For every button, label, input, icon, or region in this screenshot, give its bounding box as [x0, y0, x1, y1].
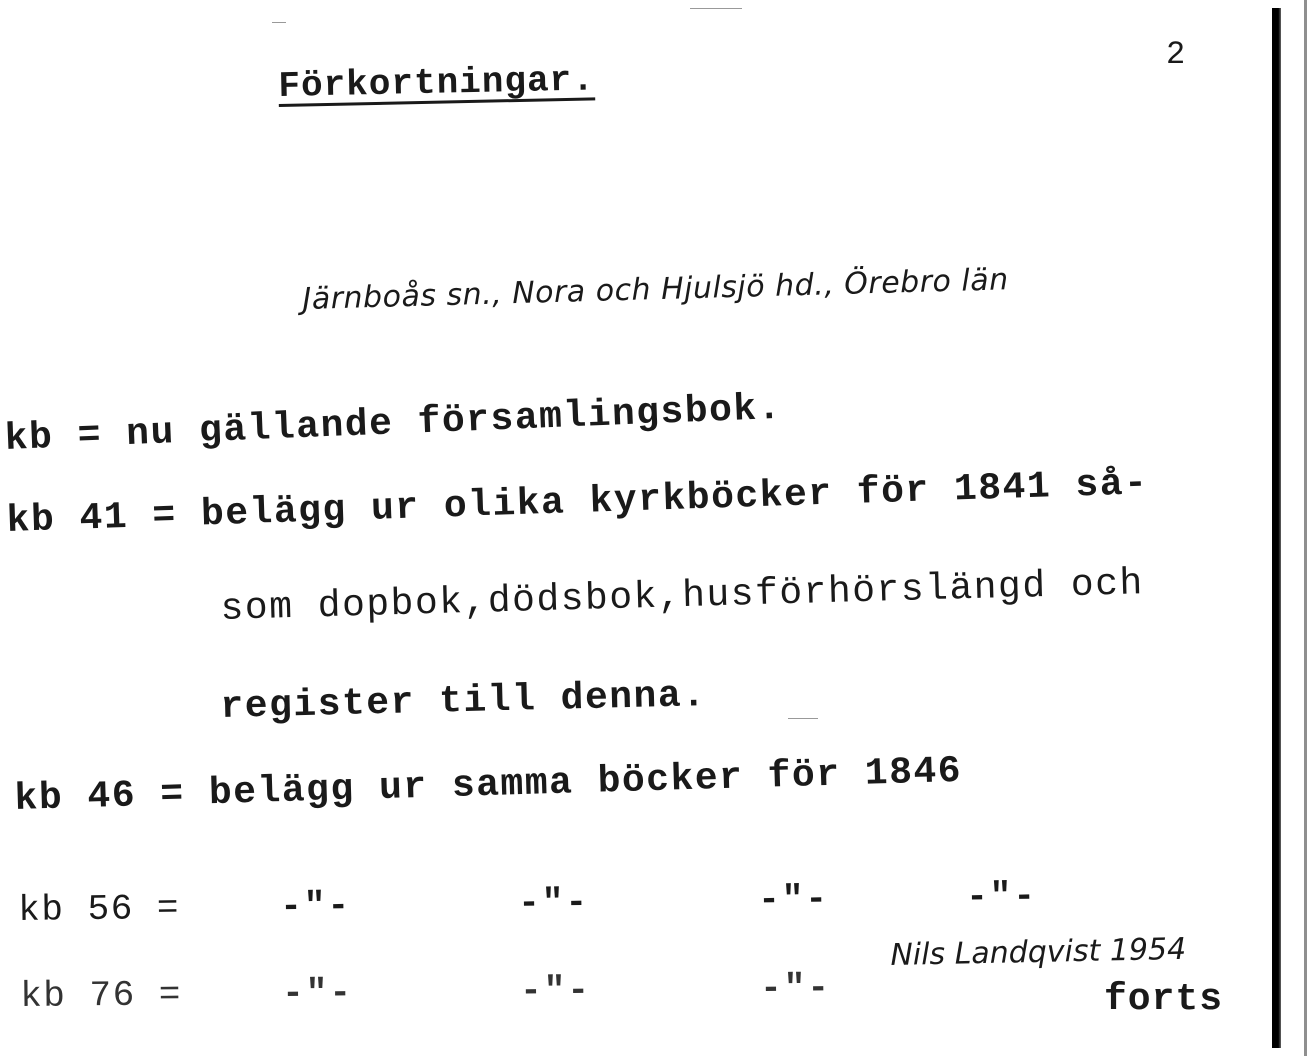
parish-stamp: Järnboås sn., Nora och Hjulsjö hd., Örebro län — [302, 262, 1010, 317]
abbreviation-entry-kb — [4, 387, 783, 461]
page-title: Förkortningar. — [278, 59, 596, 107]
page-edge-shadow — [1304, 0, 1307, 1056]
entry-text: som dopbok,dödsbok,husförhörslängd och — [220, 562, 1145, 631]
entry-text: kb 46 = belägg ur samma böcker för 1846 — [14, 749, 963, 821]
abbreviation-entry-kb41-continued — [220, 562, 1144, 631]
author-signature-stamp: Nils Landqvist 1954 — [890, 931, 1187, 973]
page-edge-line — [1272, 8, 1281, 1048]
abbreviation-entry-kb46 — [14, 750, 963, 821]
ditto-mark: -"- — [519, 970, 592, 1012]
entry-text: register till denna. — [220, 674, 707, 729]
abbreviation-entry-kb56 — [18, 875, 1038, 931]
scan-speck — [690, 8, 742, 9]
ditto-mark: -"- — [281, 972, 354, 1015]
ditto-mark: -"- — [757, 878, 830, 921]
scan-speck — [788, 718, 818, 719]
abbreviation-entry-kb41 — [6, 462, 1149, 543]
continued-marker: forts — [1104, 978, 1224, 1021]
entry-text: kb 76 = — [20, 974, 183, 1017]
abbreviation-entry-kb76 — [20, 967, 832, 1017]
ditto-mark: -"- — [965, 875, 1038, 918]
abbreviation-entry-kb41-continued-2 — [220, 674, 707, 729]
ditto-mark: -"- — [759, 967, 832, 1010]
ditto-mark: -"- — [517, 882, 590, 925]
entry-text: kb 56 = — [18, 887, 181, 931]
ditto-mark: -"- — [279, 885, 352, 928]
entry-text: kb 41 = belägg ur olika kyrkböcker för 1841 så- — [6, 462, 1150, 543]
entry-text: kb = nu gällande församlingsbok. — [4, 386, 783, 461]
page-number: 2 — [1166, 36, 1186, 73]
scan-speck — [272, 22, 286, 23]
